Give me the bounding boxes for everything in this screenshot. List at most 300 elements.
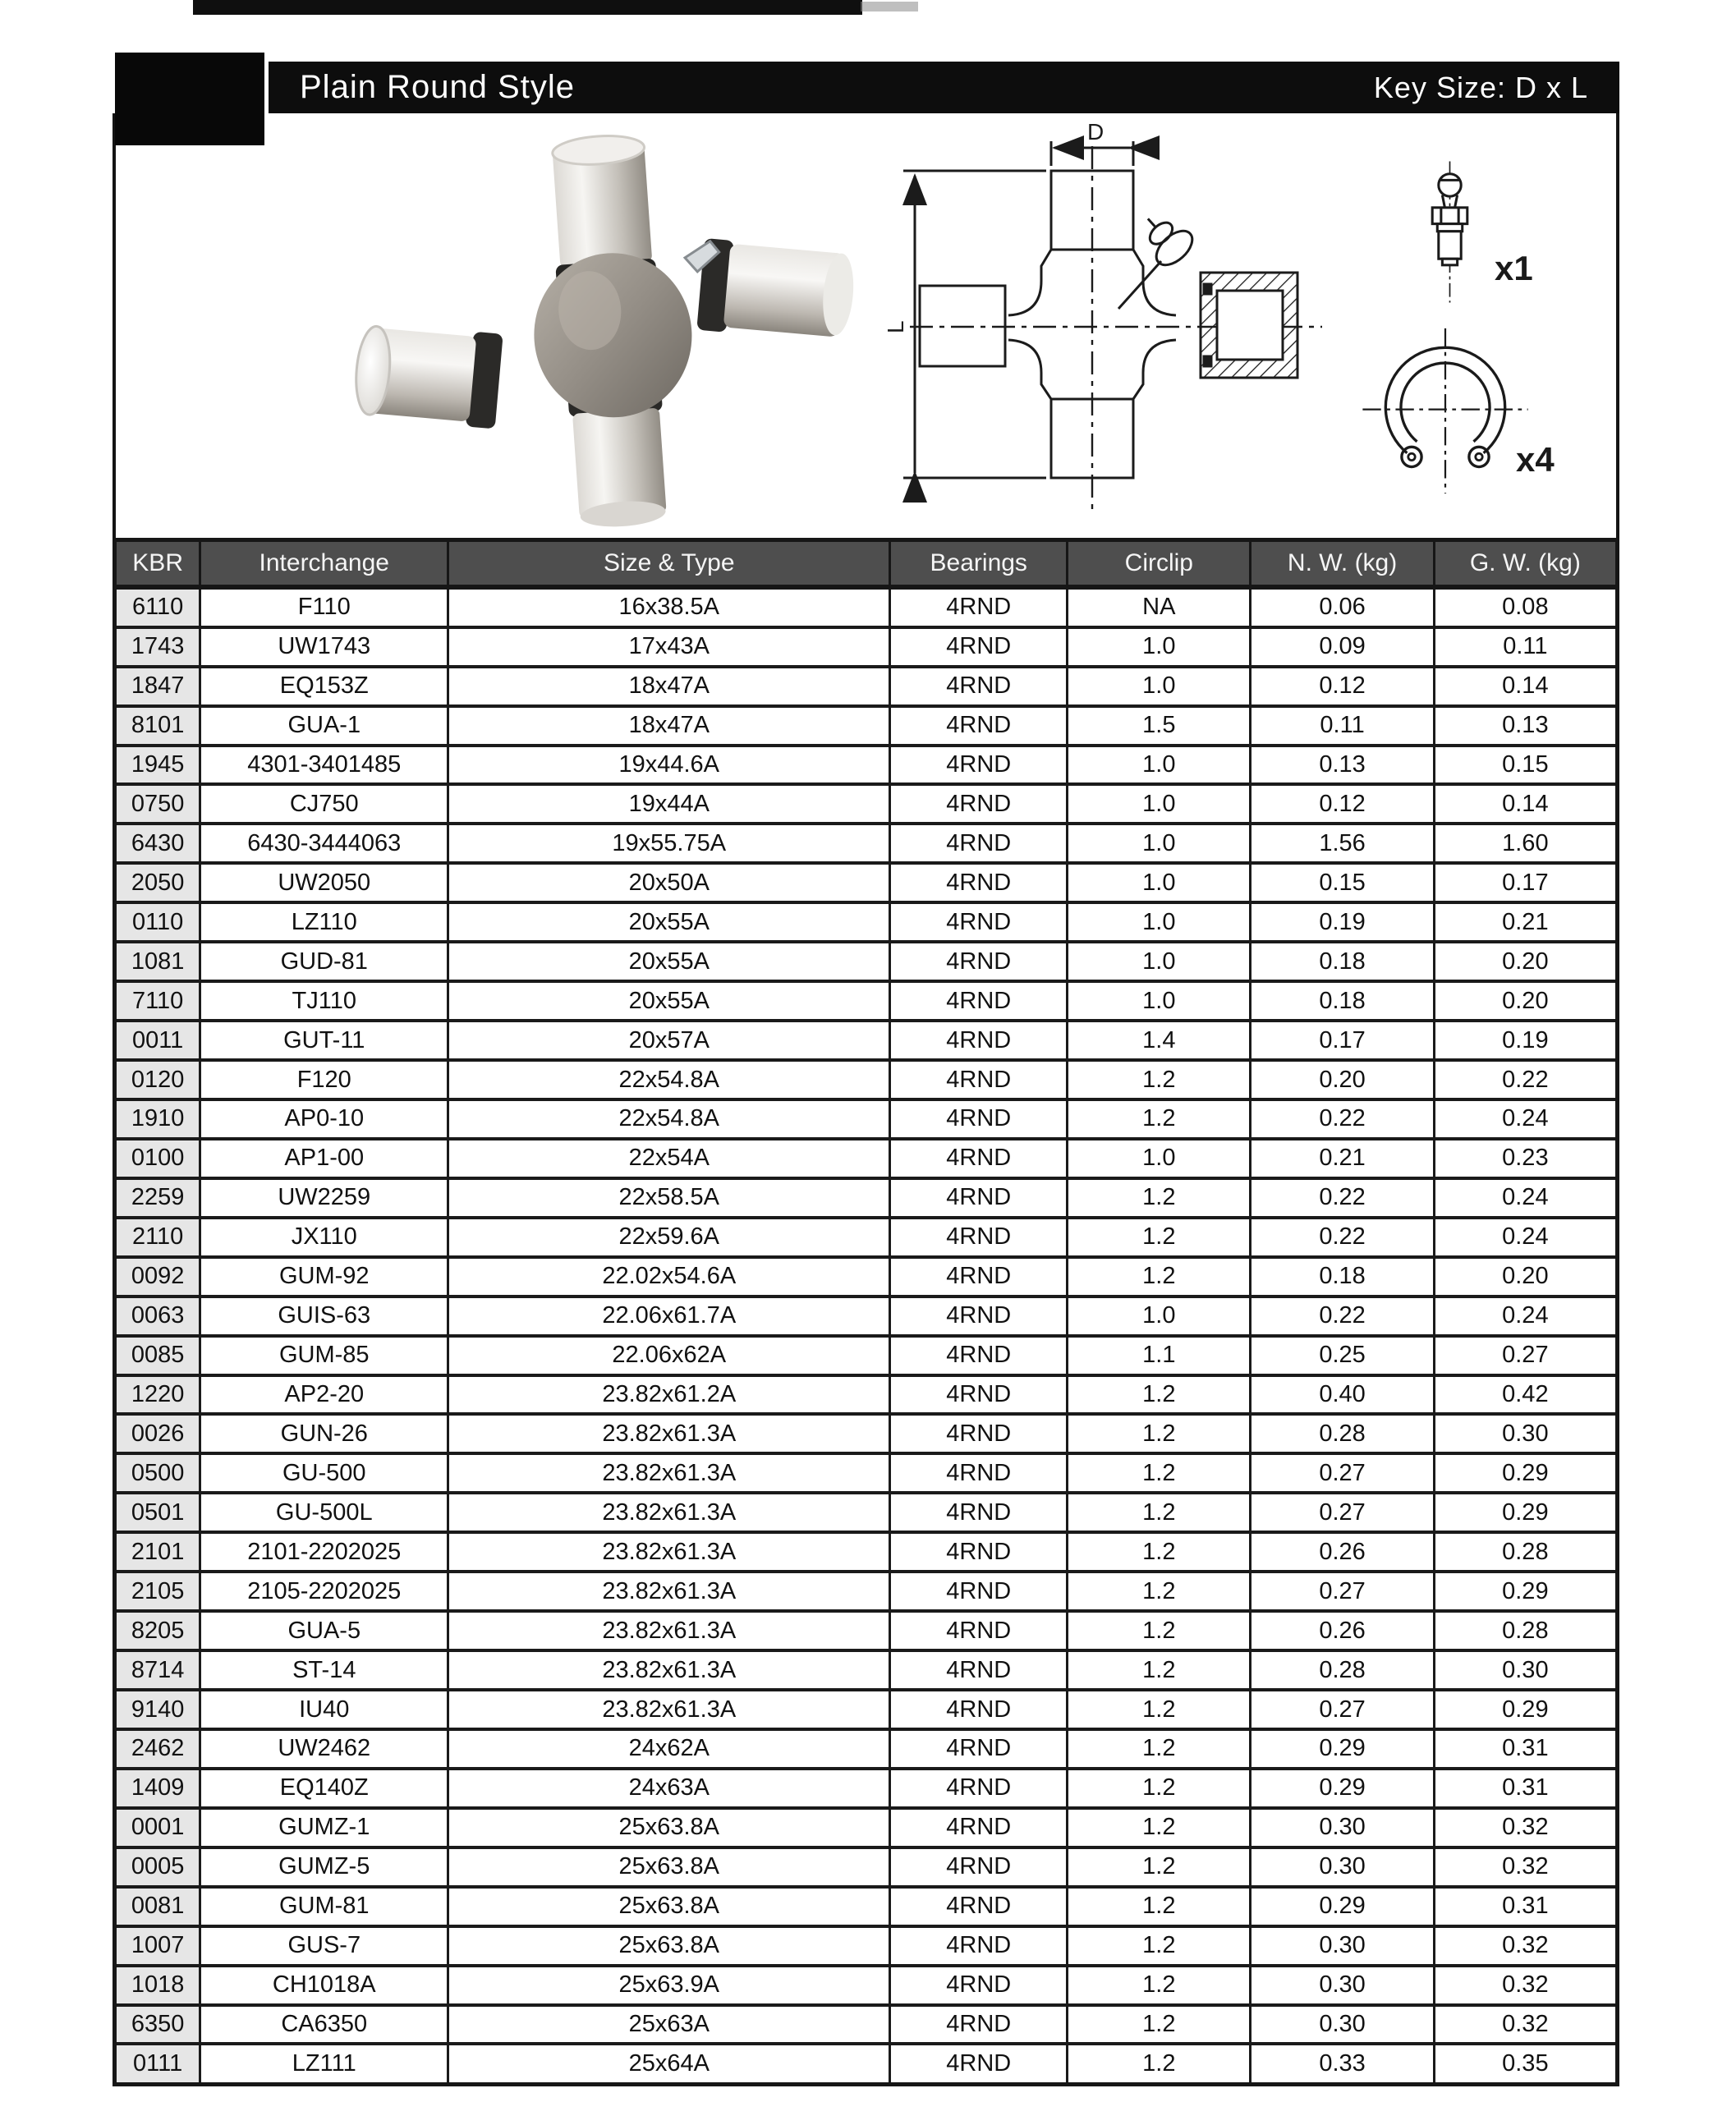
cell-bearings: 4RND [890,1453,1068,1493]
cell-bearings: 4RND [890,1690,1068,1729]
cell-gross-weight: 0.31 [1434,1887,1617,1926]
cell-kbr: 0011 [115,1021,200,1060]
cell-kbr: 1081 [115,942,200,981]
cell-gross-weight: 0.28 [1434,1532,1617,1572]
cell-bearings: 4RND [890,1611,1068,1650]
cell-bearings: 4RND [890,1572,1068,1611]
cell-circlip: 1.2 [1068,1060,1251,1099]
cell-interchange: GUD-81 [200,942,448,981]
table-row [115,1926,1618,1966]
cell-circlip: 1.0 [1068,627,1251,667]
cell-gross-weight: 0.35 [1434,2044,1617,2084]
cell-circlip: 1.2 [1068,1808,1251,1847]
logo-square [115,53,264,145]
cell-kbr: 0026 [115,1414,200,1453]
table-row [115,1218,1618,1257]
cell-circlip: NA [1068,587,1251,627]
cell-interchange: GUN-26 [200,1414,448,1453]
cell-interchange: LZ110 [200,902,448,942]
cell-interchange: IU40 [200,1690,448,1729]
cell-gross-weight: 0.20 [1434,1257,1617,1297]
cell-kbr: 0063 [115,1297,200,1336]
table-header-row [115,540,1618,587]
cell-size-type: 17x43A [448,627,890,667]
cell-interchange: GUM-92 [200,1257,448,1297]
cell-circlip: 1.1 [1068,1336,1251,1375]
cell-size-type: 23.82x61.3A [448,1453,890,1493]
table-row [115,746,1618,785]
cell-gross-weight: 0.21 [1434,902,1617,942]
scan-noise-streak [193,0,862,15]
cell-interchange: GUA-5 [200,1611,448,1650]
table-row [115,1414,1618,1453]
cell-circlip: 1.2 [1068,2044,1251,2084]
cell-kbr: 0092 [115,1257,200,1297]
cell-size-type: 22.06x61.7A [448,1297,890,1336]
cell-kbr: 6350 [115,2005,200,2045]
table-row [115,1572,1618,1611]
cell-kbr: 8205 [115,1611,200,1650]
cell-circlip: 1.2 [1068,1532,1251,1572]
cell-gross-weight: 0.32 [1434,1847,1617,1887]
cell-interchange: JX110 [200,1218,448,1257]
cell-net-weight: 0.30 [1251,1966,1434,2005]
cell-net-weight: 0.21 [1251,1139,1434,1178]
cell-kbr: 6110 [115,587,200,627]
cell-kbr: 1847 [115,667,200,706]
cell-bearings: 4RND [890,627,1068,667]
cell-bearings: 4RND [890,1926,1068,1966]
table-row [115,1453,1618,1493]
cell-circlip: 1.2 [1068,2005,1251,2045]
cell-interchange: 6430-3444063 [200,824,448,863]
cell-gross-weight: 0.29 [1434,1453,1617,1493]
cell-kbr: 1910 [115,1099,200,1139]
table-row [115,1611,1618,1650]
cell-bearings: 4RND [890,1769,1068,1808]
cell-bearings: 4RND [890,1297,1068,1336]
cell-net-weight: 0.12 [1251,667,1434,706]
table-row [115,1887,1618,1926]
cell-gross-weight: 0.13 [1434,706,1617,746]
circlip-qty: x4 [1516,440,1555,479]
cell-interchange: UW2050 [200,863,448,902]
cell-gross-weight: 0.20 [1434,981,1617,1021]
cell-interchange: GUS-7 [200,1926,448,1966]
cell-bearings: 4RND [890,1178,1068,1218]
cell-circlip: 1.2 [1068,1257,1251,1297]
cell-interchange: AP0-10 [200,1099,448,1139]
cell-interchange: 2101-2202025 [200,1532,448,1572]
cell-gross-weight: 0.31 [1434,1729,1617,1769]
cell-net-weight: 0.26 [1251,1611,1434,1650]
cell-bearings: 4RND [890,981,1068,1021]
cell-net-weight: 1.56 [1251,824,1434,863]
cell-bearings: 4RND [890,1099,1068,1139]
cell-bearings: 4RND [890,1336,1068,1375]
cell-net-weight: 0.33 [1251,2044,1434,2084]
table-row [115,981,1618,1021]
cell-kbr: 6430 [115,824,200,863]
cell-kbr: 0750 [115,784,200,824]
table-row [115,1060,1618,1099]
product-photo [345,125,887,535]
cell-interchange: CH1018A [200,1966,448,2005]
table-row [115,1650,1618,1690]
cell-gross-weight: 0.24 [1434,1178,1617,1218]
cell-kbr: 1945 [115,746,200,785]
cell-kbr: 0001 [115,1808,200,1847]
grease-fitting-icon [1411,160,1489,304]
cell-kbr: 2110 [115,1218,200,1257]
cell-bearings: 4RND [890,1139,1068,1178]
cell-bearings: 4RND [890,1650,1068,1690]
cell-size-type: 19x44A [448,784,890,824]
cell-kbr: 0085 [115,1336,200,1375]
cell-kbr: 8101 [115,706,200,746]
cell-net-weight: 0.28 [1251,1414,1434,1453]
cell-interchange: 2105-2202025 [200,1572,448,1611]
cell-kbr: 2105 [115,1572,200,1611]
cell-gross-weight: 0.20 [1434,942,1617,981]
cell-circlip: 1.0 [1068,667,1251,706]
cell-gross-weight: 0.42 [1434,1375,1617,1415]
cell-size-type: 25x64A [448,2044,890,2084]
cell-interchange: GU-500 [200,1453,448,1493]
cell-kbr: 2050 [115,863,200,902]
table-row [115,1178,1618,1218]
cell-kbr: 0500 [115,1453,200,1493]
col-header-net-weight: N. W. (kg) [1251,540,1434,587]
cell-size-type: 19x44.6A [448,746,890,785]
col-header-bearings: Bearings [890,540,1068,587]
cell-size-type: 24x62A [448,1729,890,1769]
cell-interchange: LZ111 [200,2044,448,2084]
cell-kbr: 1743 [115,627,200,667]
cell-gross-weight: 0.32 [1434,1966,1617,2005]
cell-kbr: 1007 [115,1926,200,1966]
cell-bearings: 4RND [890,902,1068,942]
cell-gross-weight: 0.31 [1434,1769,1617,1808]
table-row [115,1808,1618,1847]
cell-gross-weight: 0.24 [1434,1218,1617,1257]
cell-bearings: 4RND [890,706,1068,746]
cell-kbr: 2101 [115,1532,200,1572]
scan-noise-streak-light [861,2,918,11]
cell-net-weight: 0.22 [1251,1297,1434,1336]
cell-net-weight: 0.06 [1251,587,1434,627]
table-row [115,824,1618,863]
cell-gross-weight: 0.27 [1434,1336,1617,1375]
cell-size-type: 25x63.8A [448,1926,890,1966]
table-row [115,1336,1618,1375]
table-row [115,1257,1618,1297]
cell-gross-weight: 0.14 [1434,784,1617,824]
cell-circlip: 1.0 [1068,981,1251,1021]
cell-gross-weight: 0.08 [1434,587,1617,627]
cell-circlip: 1.0 [1068,942,1251,981]
cell-size-type: 25x63A [448,2005,890,2045]
cell-bearings: 4RND [890,1060,1068,1099]
cell-size-type: 20x55A [448,942,890,981]
cell-size-type: 19x55.75A [448,824,890,863]
cell-kbr: 0120 [115,1060,200,1099]
cell-interchange: 4301-3401485 [200,746,448,785]
col-header-gross-weight: G. W. (kg) [1434,540,1617,587]
cell-interchange: F110 [200,587,448,627]
cell-size-type: 22x54.8A [448,1099,890,1139]
cell-interchange: GUIS-63 [200,1297,448,1336]
cell-gross-weight: 0.28 [1434,1611,1617,1650]
cell-kbr: 0501 [115,1493,200,1532]
cell-gross-weight: 0.23 [1434,1139,1617,1178]
cell-gross-weight: 1.60 [1434,824,1617,863]
cell-size-type: 23.82x61.3A [448,1690,890,1729]
cell-size-type: 22.06x62A [448,1336,890,1375]
cell-net-weight: 0.29 [1251,1769,1434,1808]
cell-gross-weight: 0.24 [1434,1297,1617,1336]
cell-interchange: CA6350 [200,2005,448,2045]
cell-size-type: 20x55A [448,981,890,1021]
cell-bearings: 4RND [890,1532,1068,1572]
cell-circlip: 1.0 [1068,902,1251,942]
cell-bearings: 4RND [890,1414,1068,1453]
cell-size-type: 22x54A [448,1139,890,1178]
table-row [115,1493,1618,1532]
key-size-label: Key Size: D x L [1373,70,1588,104]
table-row [115,1297,1618,1336]
cell-circlip: 1.2 [1068,1769,1251,1808]
cell-net-weight: 0.18 [1251,1257,1434,1297]
cell-bearings: 4RND [890,1887,1068,1926]
table-row [115,1021,1618,1060]
cell-circlip: 1.2 [1068,1218,1251,1257]
cell-circlip: 1.2 [1068,1099,1251,1139]
cell-gross-weight: 0.32 [1434,1926,1617,1966]
cell-circlip: 1.2 [1068,1887,1251,1926]
cell-size-type: 23.82x61.3A [448,1611,890,1650]
cell-bearings: 4RND [890,1257,1068,1297]
cell-bearings: 4RND [890,1729,1068,1769]
cell-circlip: 1.0 [1068,863,1251,902]
cell-size-type: 22.02x54.6A [448,1257,890,1297]
cell-size-type: 16x38.5A [448,587,890,627]
cell-net-weight: 0.26 [1251,1532,1434,1572]
page-title: Plain Round Style [300,69,575,105]
cell-net-weight: 0.27 [1251,1493,1434,1532]
cell-interchange: UW2462 [200,1729,448,1769]
cell-circlip: 1.2 [1068,1650,1251,1690]
cell-interchange: GUMZ-1 [200,1808,448,1847]
table-row [115,942,1618,981]
cell-interchange: GUM-85 [200,1336,448,1375]
cell-circlip: 1.2 [1068,1178,1251,1218]
cell-size-type: 23.82x61.2A [448,1375,890,1415]
cell-net-weight: 0.30 [1251,1926,1434,1966]
cell-bearings: 4RND [890,942,1068,981]
cell-kbr: 8714 [115,1650,200,1690]
cell-kbr: 2462 [115,1729,200,1769]
cell-net-weight: 0.22 [1251,1099,1434,1139]
cell-bearings: 4RND [890,824,1068,863]
cell-size-type: 25x63.8A [448,1847,890,1887]
dimension-diagram [872,123,1344,530]
cell-net-weight: 0.30 [1251,1808,1434,1847]
cell-net-weight: 0.30 [1251,2005,1434,2045]
cell-kbr: 7110 [115,981,200,1021]
cell-net-weight: 0.27 [1251,1572,1434,1611]
table-row [115,1532,1618,1572]
table-row [115,1847,1618,1887]
cell-gross-weight: 0.30 [1434,1414,1617,1453]
cell-circlip: 1.0 [1068,746,1251,785]
dim-l-label: L [883,320,908,333]
cell-circlip: 1.2 [1068,1966,1251,2005]
cell-gross-weight: 0.32 [1434,1808,1617,1847]
cell-net-weight: 0.17 [1251,1021,1434,1060]
table-row [115,1690,1618,1729]
cell-kbr: 1018 [115,1966,200,2005]
cell-size-type: 25x63.8A [448,1808,890,1847]
cell-size-type: 20x50A [448,863,890,902]
cell-kbr: 0111 [115,2044,200,2084]
cell-bearings: 4RND [890,1808,1068,1847]
cell-kbr: 2259 [115,1178,200,1218]
cell-size-type: 23.82x61.3A [448,1532,890,1572]
cell-bearings: 4RND [890,2005,1068,2045]
cell-net-weight: 0.22 [1251,1178,1434,1218]
cell-circlip: 1.0 [1068,1297,1251,1336]
cell-circlip: 1.5 [1068,706,1251,746]
cell-interchange: GU-500L [200,1493,448,1532]
table-row [115,2044,1618,2084]
cell-net-weight: 0.15 [1251,863,1434,902]
cell-bearings: 4RND [890,1375,1068,1415]
col-header-circlip: Circlip [1068,540,1251,587]
cell-kbr: 1409 [115,1769,200,1808]
cell-net-weight: 0.27 [1251,1690,1434,1729]
cell-size-type: 22x54.8A [448,1060,890,1099]
cell-gross-weight: 0.11 [1434,627,1617,667]
cell-gross-weight: 0.24 [1434,1099,1617,1139]
col-header-size-type: Size & Type [448,540,890,587]
table-row [115,627,1618,667]
cell-circlip: 1.2 [1068,1690,1251,1729]
cell-circlip: 1.2 [1068,1611,1251,1650]
table-row [115,1966,1618,2005]
cell-interchange: CJ750 [200,784,448,824]
cell-size-type: 25x63.8A [448,1887,890,1926]
grease-fitting-qty: x1 [1495,249,1533,287]
cell-net-weight: 0.27 [1251,1453,1434,1493]
cell-gross-weight: 0.29 [1434,1572,1617,1611]
title-bar [269,62,1619,113]
table-row [115,1099,1618,1139]
table-row [115,1139,1618,1178]
cell-bearings: 4RND [890,587,1068,627]
cell-bearings: 4RND [890,1218,1068,1257]
cell-interchange: UW1743 [200,627,448,667]
cell-bearings: 4RND [890,784,1068,824]
table-row [115,2005,1618,2045]
cell-gross-weight: 0.32 [1434,2005,1617,2045]
cell-net-weight: 0.28 [1251,1650,1434,1690]
cell-circlip: 1.4 [1068,1021,1251,1060]
cell-net-weight: 0.25 [1251,1336,1434,1375]
cell-size-type: 18x47A [448,706,890,746]
cell-bearings: 4RND [890,1966,1068,2005]
cell-circlip: 1.2 [1068,1572,1251,1611]
cell-circlip: 1.2 [1068,1375,1251,1415]
cell-kbr: 0005 [115,1847,200,1887]
cell-bearings: 4RND [890,2044,1068,2084]
table-row [115,1769,1618,1808]
cell-interchange: GUM-81 [200,1887,448,1926]
cell-size-type: 20x57A [448,1021,890,1060]
cell-size-type: 23.82x61.3A [448,1414,890,1453]
cell-size-type: 22x59.6A [448,1218,890,1257]
cell-circlip: 1.2 [1068,1493,1251,1532]
col-header-interchange: Interchange [200,540,448,587]
cell-circlip: 1.0 [1068,1139,1251,1178]
cell-net-weight: 0.22 [1251,1218,1434,1257]
cell-gross-weight: 0.14 [1434,667,1617,706]
cell-size-type: 23.82x61.3A [448,1650,890,1690]
cell-size-type: 23.82x61.3A [448,1493,890,1532]
cell-kbr: 0081 [115,1887,200,1926]
table-row [115,667,1618,706]
spec-table [113,538,1619,2086]
cell-interchange: EQ140Z [200,1769,448,1808]
cell-interchange: UW2259 [200,1178,448,1218]
cell-size-type: 25x63.9A [448,1966,890,2005]
col-header-kbr: KBR [115,540,200,587]
cell-kbr: 9140 [115,1690,200,1729]
cell-interchange: AP2-20 [200,1375,448,1415]
cell-circlip: 1.0 [1068,784,1251,824]
cell-circlip: 1.2 [1068,1414,1251,1453]
cell-gross-weight: 0.30 [1434,1650,1617,1690]
cell-size-type: 20x55A [448,902,890,942]
cell-interchange: GUT-11 [200,1021,448,1060]
cell-gross-weight: 0.17 [1434,863,1617,902]
cell-interchange: ST-14 [200,1650,448,1690]
table-row [115,1729,1618,1769]
cell-circlip: 1.0 [1068,824,1251,863]
cell-circlip: 1.2 [1068,1847,1251,1887]
cell-net-weight: 0.30 [1251,1847,1434,1887]
cell-net-weight: 0.13 [1251,746,1434,785]
cell-circlip: 1.2 [1068,1926,1251,1966]
cell-bearings: 4RND [890,1021,1068,1060]
cell-interchange: AP1-00 [200,1139,448,1178]
cell-circlip: 1.2 [1068,1453,1251,1493]
cell-bearings: 4RND [890,1847,1068,1887]
cell-net-weight: 0.20 [1251,1060,1434,1099]
cell-net-weight: 0.09 [1251,627,1434,667]
table-row [115,587,1618,627]
cell-net-weight: 0.18 [1251,942,1434,981]
cell-size-type: 22x58.5A [448,1178,890,1218]
cell-gross-weight: 0.15 [1434,746,1617,785]
cell-net-weight: 0.29 [1251,1887,1434,1926]
cell-kbr: 0110 [115,902,200,942]
circlip-icon [1359,327,1532,495]
table-row [115,1375,1618,1415]
cell-size-type: 24x63A [448,1769,890,1808]
cell-net-weight: 0.19 [1251,902,1434,942]
table-row [115,784,1618,824]
